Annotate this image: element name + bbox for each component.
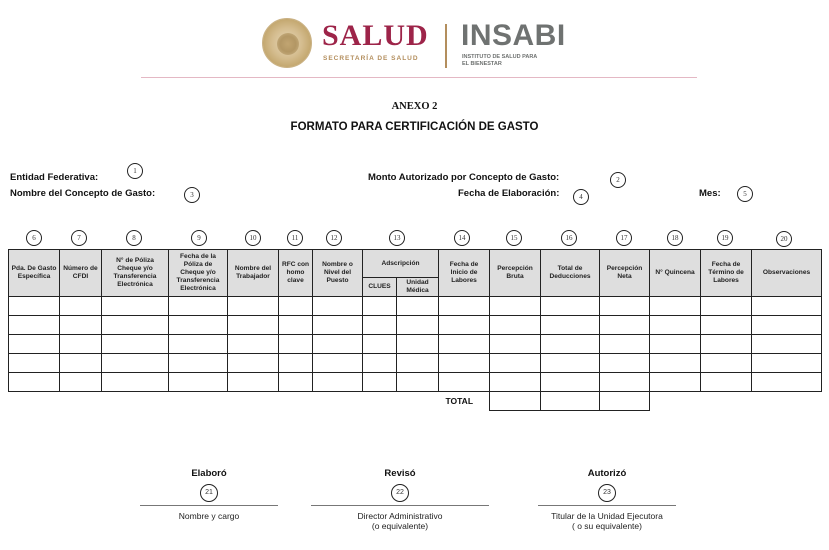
header-numero-quincena: N° Quincena [650,250,701,297]
cell[interactable] [279,316,313,335]
column-marker-9: 9 [191,230,207,246]
header-percepcion-neta: Percepción Neta [600,250,650,297]
total-percepcion-neta[interactable] [600,392,650,411]
coat-of-arms-seal-icon [262,18,312,68]
cell[interactable] [397,297,439,316]
header-nombre-trabajador: Nombre del Trabajador [228,250,279,297]
column-marker-13: 13 [389,230,405,246]
header-percepcion-bruta: Percepción Bruta [490,250,541,297]
column-marker-11: 11 [287,230,303,246]
table-row [9,297,822,316]
field-marker-5: 5 [737,186,753,202]
column-marker-19: 19 [717,230,733,246]
table-row [9,373,822,392]
cell[interactable] [397,316,439,335]
header-fecha-poliza: Fecha de la Póliza de Cheque y/o Transferencia Electrónica [169,250,228,297]
header-total-deducciones: Total de Deducciones [541,250,600,297]
cell[interactable] [9,335,60,354]
total-row [9,392,822,411]
signature-autorizo [538,468,676,531]
insabi-logo-text: INSABI [461,19,566,52]
header-fecha-inicio: Fecha de Inicio de Labores [439,250,490,297]
header-numero-poliza: N° de Póliza Cheque y/o Transferencia Electrónica [102,250,169,297]
cell[interactable] [701,316,752,335]
total-deducciones[interactable] [541,392,600,411]
cell[interactable] [541,316,600,335]
cell[interactable] [600,297,650,316]
field-marker-3: 3 [184,187,200,203]
table-row [9,354,822,373]
cell[interactable] [279,354,313,373]
annex-label: ANEXO 2 [391,101,438,112]
cell[interactable] [228,316,279,335]
cell[interactable] [228,297,279,316]
cell[interactable] [363,316,397,335]
signature-caption-line1: Titular de la Unidad Ejecutora [551,511,663,521]
cell[interactable] [439,373,490,392]
signature-line[interactable] [140,505,278,506]
field-label-entidad-federativa: Entidad Federativa: [10,172,99,183]
insabi-logo-subtitle [462,54,537,67]
column-marker-6: 6 [26,230,42,246]
signature-caption [528,511,686,531]
cell[interactable] [701,335,752,354]
table-body [9,297,822,411]
field-marker-4: 4 [573,189,589,205]
signature-caption [311,511,489,531]
cell[interactable] [650,354,701,373]
field-marker-2: 2 [610,172,626,188]
cell[interactable] [650,316,701,335]
cell[interactable] [600,354,650,373]
cell[interactable] [279,373,313,392]
column-marker-12: 12 [326,230,342,246]
cell[interactable] [439,354,490,373]
cell[interactable] [9,354,60,373]
cell[interactable] [102,354,169,373]
cell[interactable] [228,335,279,354]
signature-marker-23: 23 [598,484,616,502]
field-label-fecha-elaboracion: Fecha de Elaboración: [458,188,560,199]
cell[interactable] [752,335,822,354]
signature-title: Autorizó [587,468,627,479]
cell[interactable] [397,354,439,373]
cell[interactable] [9,373,60,392]
cell[interactable] [600,316,650,335]
cell[interactable] [752,316,822,335]
total-label: TOTAL [397,392,490,411]
cell[interactable] [490,354,541,373]
total-spacer [9,392,397,411]
column-marker-14: 14 [454,230,470,246]
cell[interactable] [169,354,228,373]
field-label-mes: Mes: [699,188,721,199]
cell[interactable] [363,335,397,354]
signature-reviso [311,468,489,531]
cell[interactable] [701,354,752,373]
cell[interactable] [313,297,363,316]
cell[interactable] [169,297,228,316]
header-divider [141,77,697,78]
cell[interactable] [701,373,752,392]
cell[interactable] [600,335,650,354]
cell[interactable] [313,316,363,335]
cell[interactable] [541,354,600,373]
header-numero-cfdi: Número de CFDI [60,250,102,297]
cell[interactable] [650,297,701,316]
logo-bar [262,16,592,72]
signature-title: Revisó [384,468,416,479]
cell[interactable] [363,297,397,316]
cell[interactable] [490,373,541,392]
total-percepcion-bruta[interactable] [490,392,541,411]
column-marker-15: 15 [506,230,522,246]
cell[interactable] [439,316,490,335]
signature-title: Elaboró [191,468,227,479]
signature-caption-line2: (o equivalente) [371,521,429,531]
cell[interactable] [363,354,397,373]
cell[interactable] [541,297,600,316]
signature-line[interactable] [538,505,676,506]
field-label-monto-autorizado: Monto Autorizado por Concepto de Gasto: [368,172,560,183]
header-rfc: RFC con homo clave [279,250,313,297]
cell[interactable] [490,335,541,354]
signature-line[interactable] [311,505,489,506]
cell[interactable] [169,316,228,335]
cell[interactable] [60,335,102,354]
column-marker-10: 10 [245,230,261,246]
header-clues: CLUES [363,278,397,297]
cell[interactable] [752,354,822,373]
cell[interactable] [490,316,541,335]
expense-certification-table [8,249,822,411]
header-adscripcion: Adscripción [363,250,439,278]
cell[interactable] [279,297,313,316]
insabi-subtitle-line2: EL BIENESTAR [462,60,502,67]
cell[interactable] [228,373,279,392]
total-spacer-right [650,392,822,411]
cell[interactable] [60,354,102,373]
signature-elaboro [140,468,278,521]
column-marker-8: 8 [126,230,142,246]
header-unidad-medica: Unidad Médica [397,278,439,297]
salud-logo-subtitle: SECRETARÍA DE SALUD [323,55,419,62]
signature-caption-line1: Director Administrativo [357,511,443,521]
cell[interactable] [9,316,60,335]
cell[interactable] [541,373,600,392]
cell[interactable] [313,354,363,373]
table-row [9,335,822,354]
cell[interactable] [650,335,701,354]
field-marker-1: 1 [127,163,143,179]
cell[interactable] [397,373,439,392]
cell[interactable] [313,335,363,354]
column-marker-17: 17 [616,230,632,246]
cell[interactable] [102,373,169,392]
cell[interactable] [169,373,228,392]
form-title: FORMATO PARA CERTIFICACIÓN DE GASTO [290,121,539,133]
cell[interactable] [60,373,102,392]
cell[interactable] [490,297,541,316]
cell[interactable] [102,335,169,354]
signature-marker-22: 22 [391,484,409,502]
logo-divider [445,24,447,68]
cell[interactable] [228,354,279,373]
column-marker-16: 16 [561,230,577,246]
cell[interactable] [60,297,102,316]
cell[interactable] [102,316,169,335]
cell[interactable] [650,373,701,392]
column-marker-20: 20 [776,231,792,247]
cell[interactable] [363,373,397,392]
salud-logo-text: SALUD [322,19,429,52]
header-observaciones: Observaciones [752,250,822,297]
cell[interactable] [102,297,169,316]
cell[interactable] [600,373,650,392]
table-row [9,316,822,335]
cell[interactable] [397,335,439,354]
cell[interactable] [752,297,822,316]
header-fecha-termino: Fecha de Término de Labores [701,250,752,297]
signature-marker-21: 21 [200,484,218,502]
field-label-concepto-gasto: Nombre del Concepto de Gasto: [10,188,156,199]
column-marker-18: 18 [667,230,683,246]
insabi-subtitle-line1: INSTITUTO DE SALUD PARA [462,54,538,60]
cell[interactable] [169,335,228,354]
cell[interactable] [701,297,752,316]
cell[interactable] [9,297,60,316]
header-nombre-puesto: Nombre o Nivel del Puesto [313,250,363,297]
cell[interactable] [279,335,313,354]
signature-caption: Nombre y cargo [178,511,240,521]
cell[interactable] [752,373,822,392]
cell[interactable] [60,316,102,335]
header-pda-gasto: Pda. De Gasto Específica [9,250,60,297]
cell[interactable] [313,373,363,392]
signature-caption-line2: ( o su equivalente) [572,521,642,531]
cell[interactable] [541,335,600,354]
column-marker-7: 7 [71,230,87,246]
cell[interactable] [439,335,490,354]
cell[interactable] [439,297,490,316]
